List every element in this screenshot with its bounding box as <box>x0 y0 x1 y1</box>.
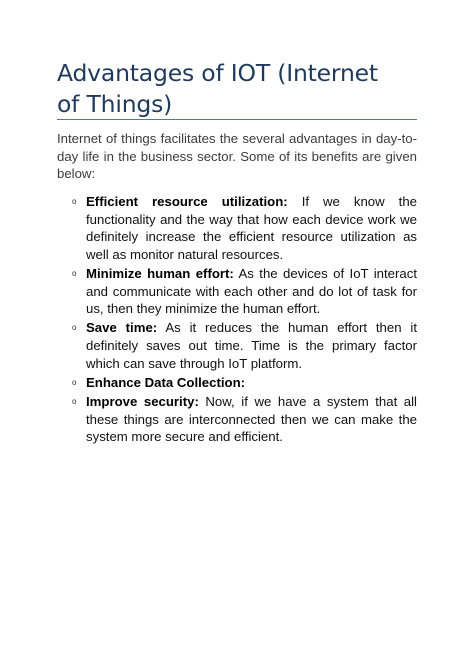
advantages-list <box>57 193 417 447</box>
circle-bullet-icon: o <box>72 197 77 206</box>
title-underline-divider <box>57 119 417 120</box>
item-description: As the devices of IoT interact and communicate with each other and do lot of task for us, then they minimize the human effort. <box>86 265 417 317</box>
list-item-efficient-resource-utilization <box>57 193 417 263</box>
circle-bullet-icon: o <box>72 396 77 406</box>
list-item-minimize-human-effort <box>57 265 417 318</box>
circle-bullet-icon: o <box>72 323 77 333</box>
list-item-save-time <box>57 319 417 372</box>
item-term: Save time: <box>86 320 158 336</box>
item-term: Enhance Data Collection: <box>86 374 246 390</box>
item-term: Minimize human effort: <box>86 265 234 281</box>
circle-bullet-icon: o <box>72 268 77 278</box>
item-description: As it reduces the human effort then it definitely saves out time. Time is the primary factor which can save through IoT platform. <box>86 320 417 371</box>
item-description: Now, if we have a system that all these things are interconnected then we can make the system more secure and efficient. <box>86 393 417 445</box>
item-description: If we know the functionality and the way that how each device work we definitely increase the efficient resource utilization as well as monitor natural resources. <box>86 194 417 262</box>
list-item-improve-security <box>57 393 417 446</box>
item-term: Improve security: <box>86 393 199 409</box>
item-term: Efficient resource utilization: <box>86 194 288 209</box>
intro-paragraph: Internet of things facilitates the several advantages in day-to-day life in the business sector. Some of its benefits are given below: <box>57 131 417 182</box>
list-item-enhance-data-collection <box>57 374 417 392</box>
page-title: Advantages of IOT (Internet of Things) <box>57 59 378 118</box>
circle-bullet-icon: o <box>72 377 77 387</box>
